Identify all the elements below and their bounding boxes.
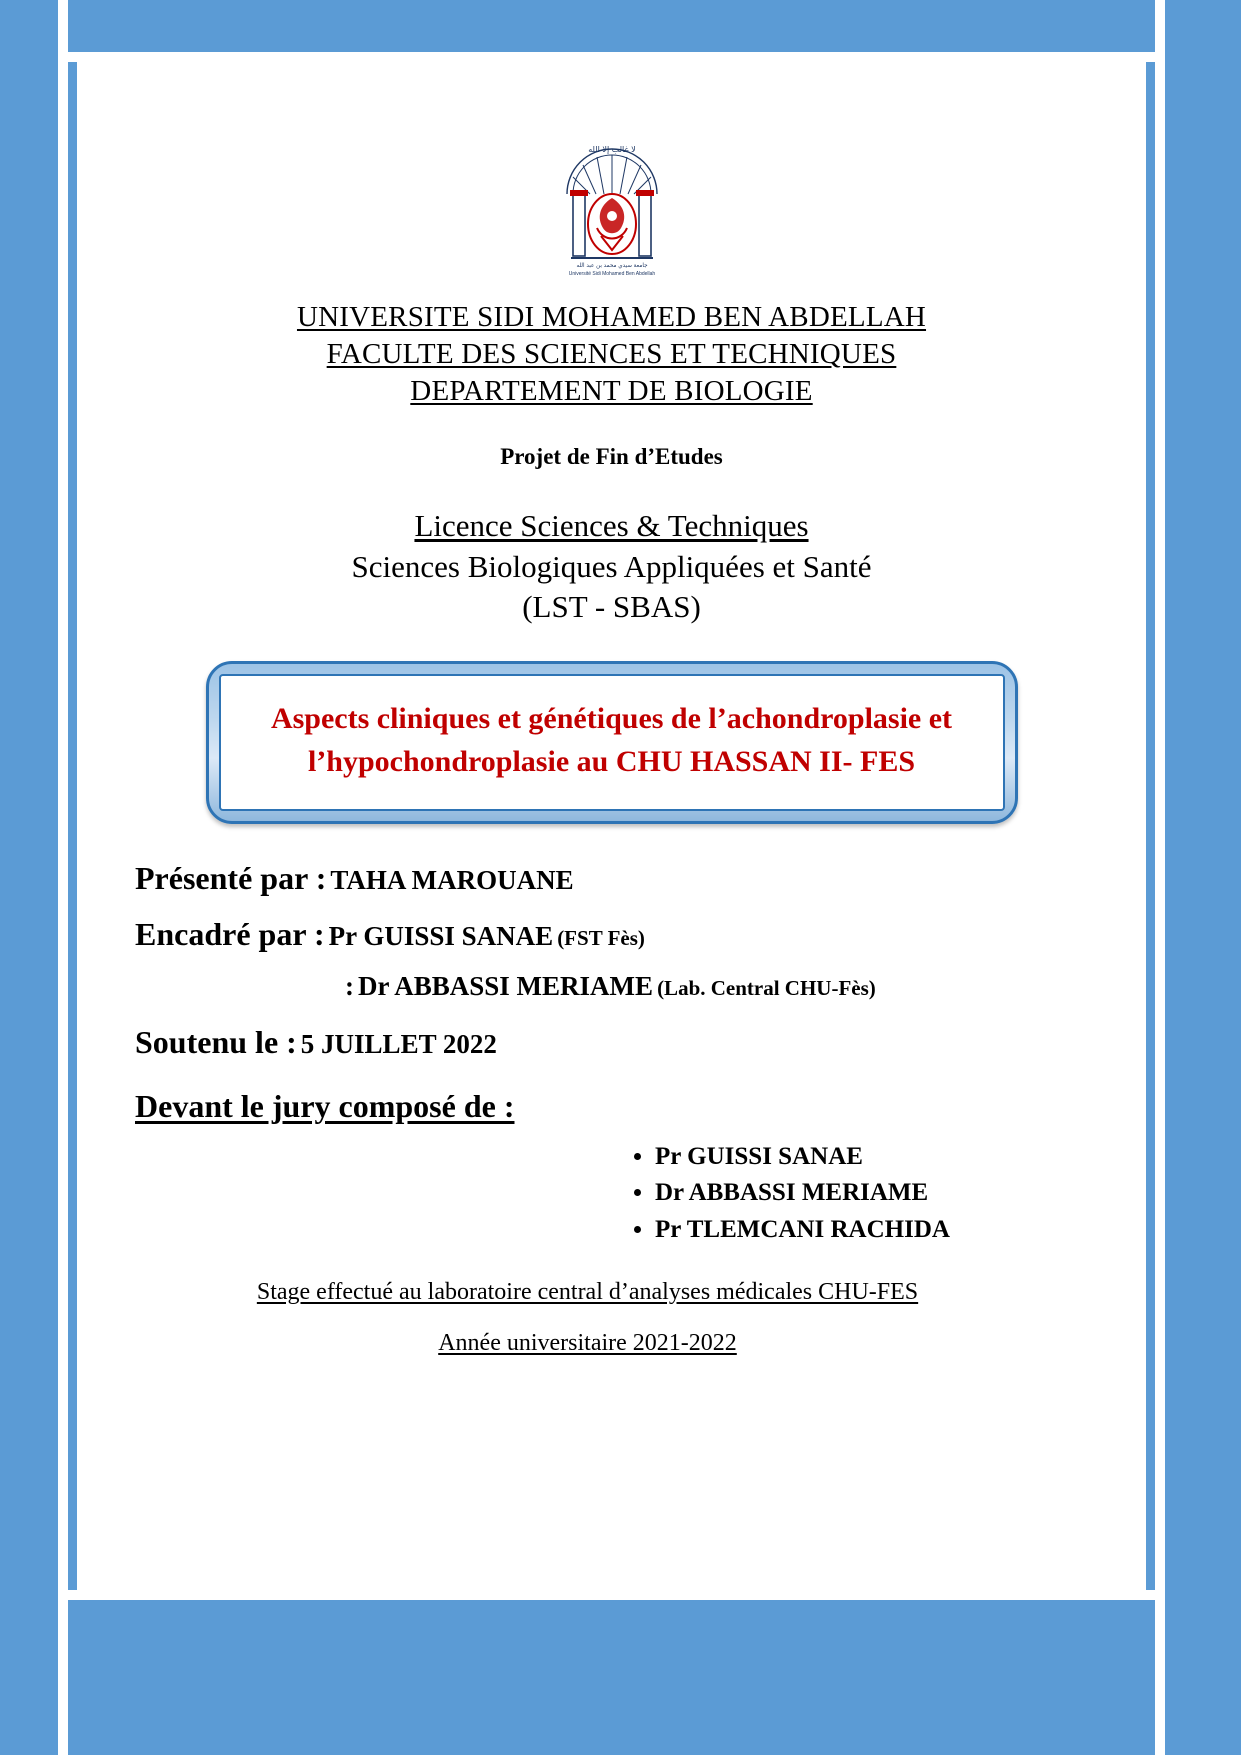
presented-by-label: Présenté par : <box>135 860 327 897</box>
border-band-top <box>0 0 1241 52</box>
border-inner-left <box>68 62 77 1590</box>
diploma-line-3: (LST - SBAS) <box>522 588 701 624</box>
supervisor-2-prefix: : <box>345 971 354 1002</box>
svg-text:ﺟﺎﻣﻌﺔ ﺳﻴﺪﻱ ﻣﺤﻤﺪ ﺑﻦ ﻋﺒﺪ ﺍﻟﻠﻪ: ﺟﺎﻣﻌﺔ ﺳﻴﺪﻱ ﻣﺤﻤﺪ ﺑﻦ ﻋﺒﺪ ﺍﻟﻠﻪ <box>575 263 648 269</box>
list-item: • Pr GUISSI SANAE <box>655 1139 1146 1175</box>
department-name: DEPARTEMENT DE BIOLOGIE <box>410 375 813 408</box>
university-header <box>77 299 1146 410</box>
svg-text:ﻻ ﻏﺎﻟﺐ ﺇﻻ ﺍﻟﻠﻪ: ﻻ ﻏﺎﻟﺐ ﺇﻻ ﺍﻟﻠﻪ <box>587 145 636 154</box>
footer-block <box>77 1274 1146 1362</box>
border-band-left <box>0 0 58 1755</box>
thesis-title-box <box>206 661 1018 824</box>
jury-list <box>135 1139 1146 1248</box>
border-inner-right <box>1146 62 1155 1590</box>
internship-note: Stage effectué au laboratoire central d’analyses médicales CHU-FES <box>256 1278 919 1305</box>
university-crest-icon <box>537 132 687 282</box>
supervised-by-row <box>135 914 1146 954</box>
defense-date-label: Soutenu le : <box>135 1024 297 1061</box>
cover-page-content <box>77 62 1146 1590</box>
svg-text:Université Sidi Mohamed Ben Ab: Université Sidi Mohamed Ben Abdellah <box>568 271 655 277</box>
defense-date-value: 5 JUILLET 2022 <box>300 1029 497 1060</box>
diploma-line-1: Licence Sciences & Techniques <box>414 508 809 544</box>
list-item: • Pr TLEMCANI RACHIDA <box>655 1212 1146 1248</box>
page-title: Aspects cliniques et génétiques de l’achondroplasie et l’hypochondroplasie au CHU HASSAN II- FES <box>270 702 953 778</box>
border-gap-left <box>58 0 68 1755</box>
supervisor-2-row <box>135 970 1146 1004</box>
faculty-name: FACULTE DES SCIENCES ET TECHNIQUES <box>326 338 897 371</box>
thesis-title-inner <box>219 674 1005 811</box>
supervised-by-label: Encadré par : <box>135 916 325 953</box>
academic-year: Année universitaire 2021-2022 <box>438 1330 737 1357</box>
border-gap-top <box>58 52 1165 62</box>
diploma-line-2: Sciences Biologiques Appliquées et Santé <box>351 548 872 584</box>
supervisor-1-affiliation: (FST Fès) <box>557 926 645 951</box>
diploma-block <box>77 506 1146 627</box>
defense-date-row <box>135 1022 1146 1062</box>
border-band-right <box>1165 0 1241 1755</box>
supervisor-1-name: Pr GUISSI SANAE <box>328 921 554 952</box>
logo-container <box>77 62 1146 287</box>
project-type-label: Projet de Fin d’Etudes <box>500 444 723 470</box>
border-gap-right <box>1155 0 1165 1755</box>
border-band-bottom <box>0 1600 1241 1755</box>
university-name: UNIVERSITE SIDI MOHAMED BEN ABDELLAH <box>296 301 927 333</box>
people-block <box>77 858 1146 1248</box>
presented-by-value: TAHA MAROUANE <box>330 865 574 896</box>
supervisor-2-name: Dr ABBASSI MERIAME <box>358 971 654 1002</box>
jury-heading: Devant le jury composé de : <box>135 1088 515 1125</box>
list-item: • Dr ABBASSI MERIAME <box>655 1175 1146 1211</box>
supervisor-2-affiliation: (Lab. Central CHU-Fès) <box>657 976 876 1001</box>
presented-by-row <box>135 858 1146 898</box>
border-gap-bottom <box>58 1590 1165 1600</box>
